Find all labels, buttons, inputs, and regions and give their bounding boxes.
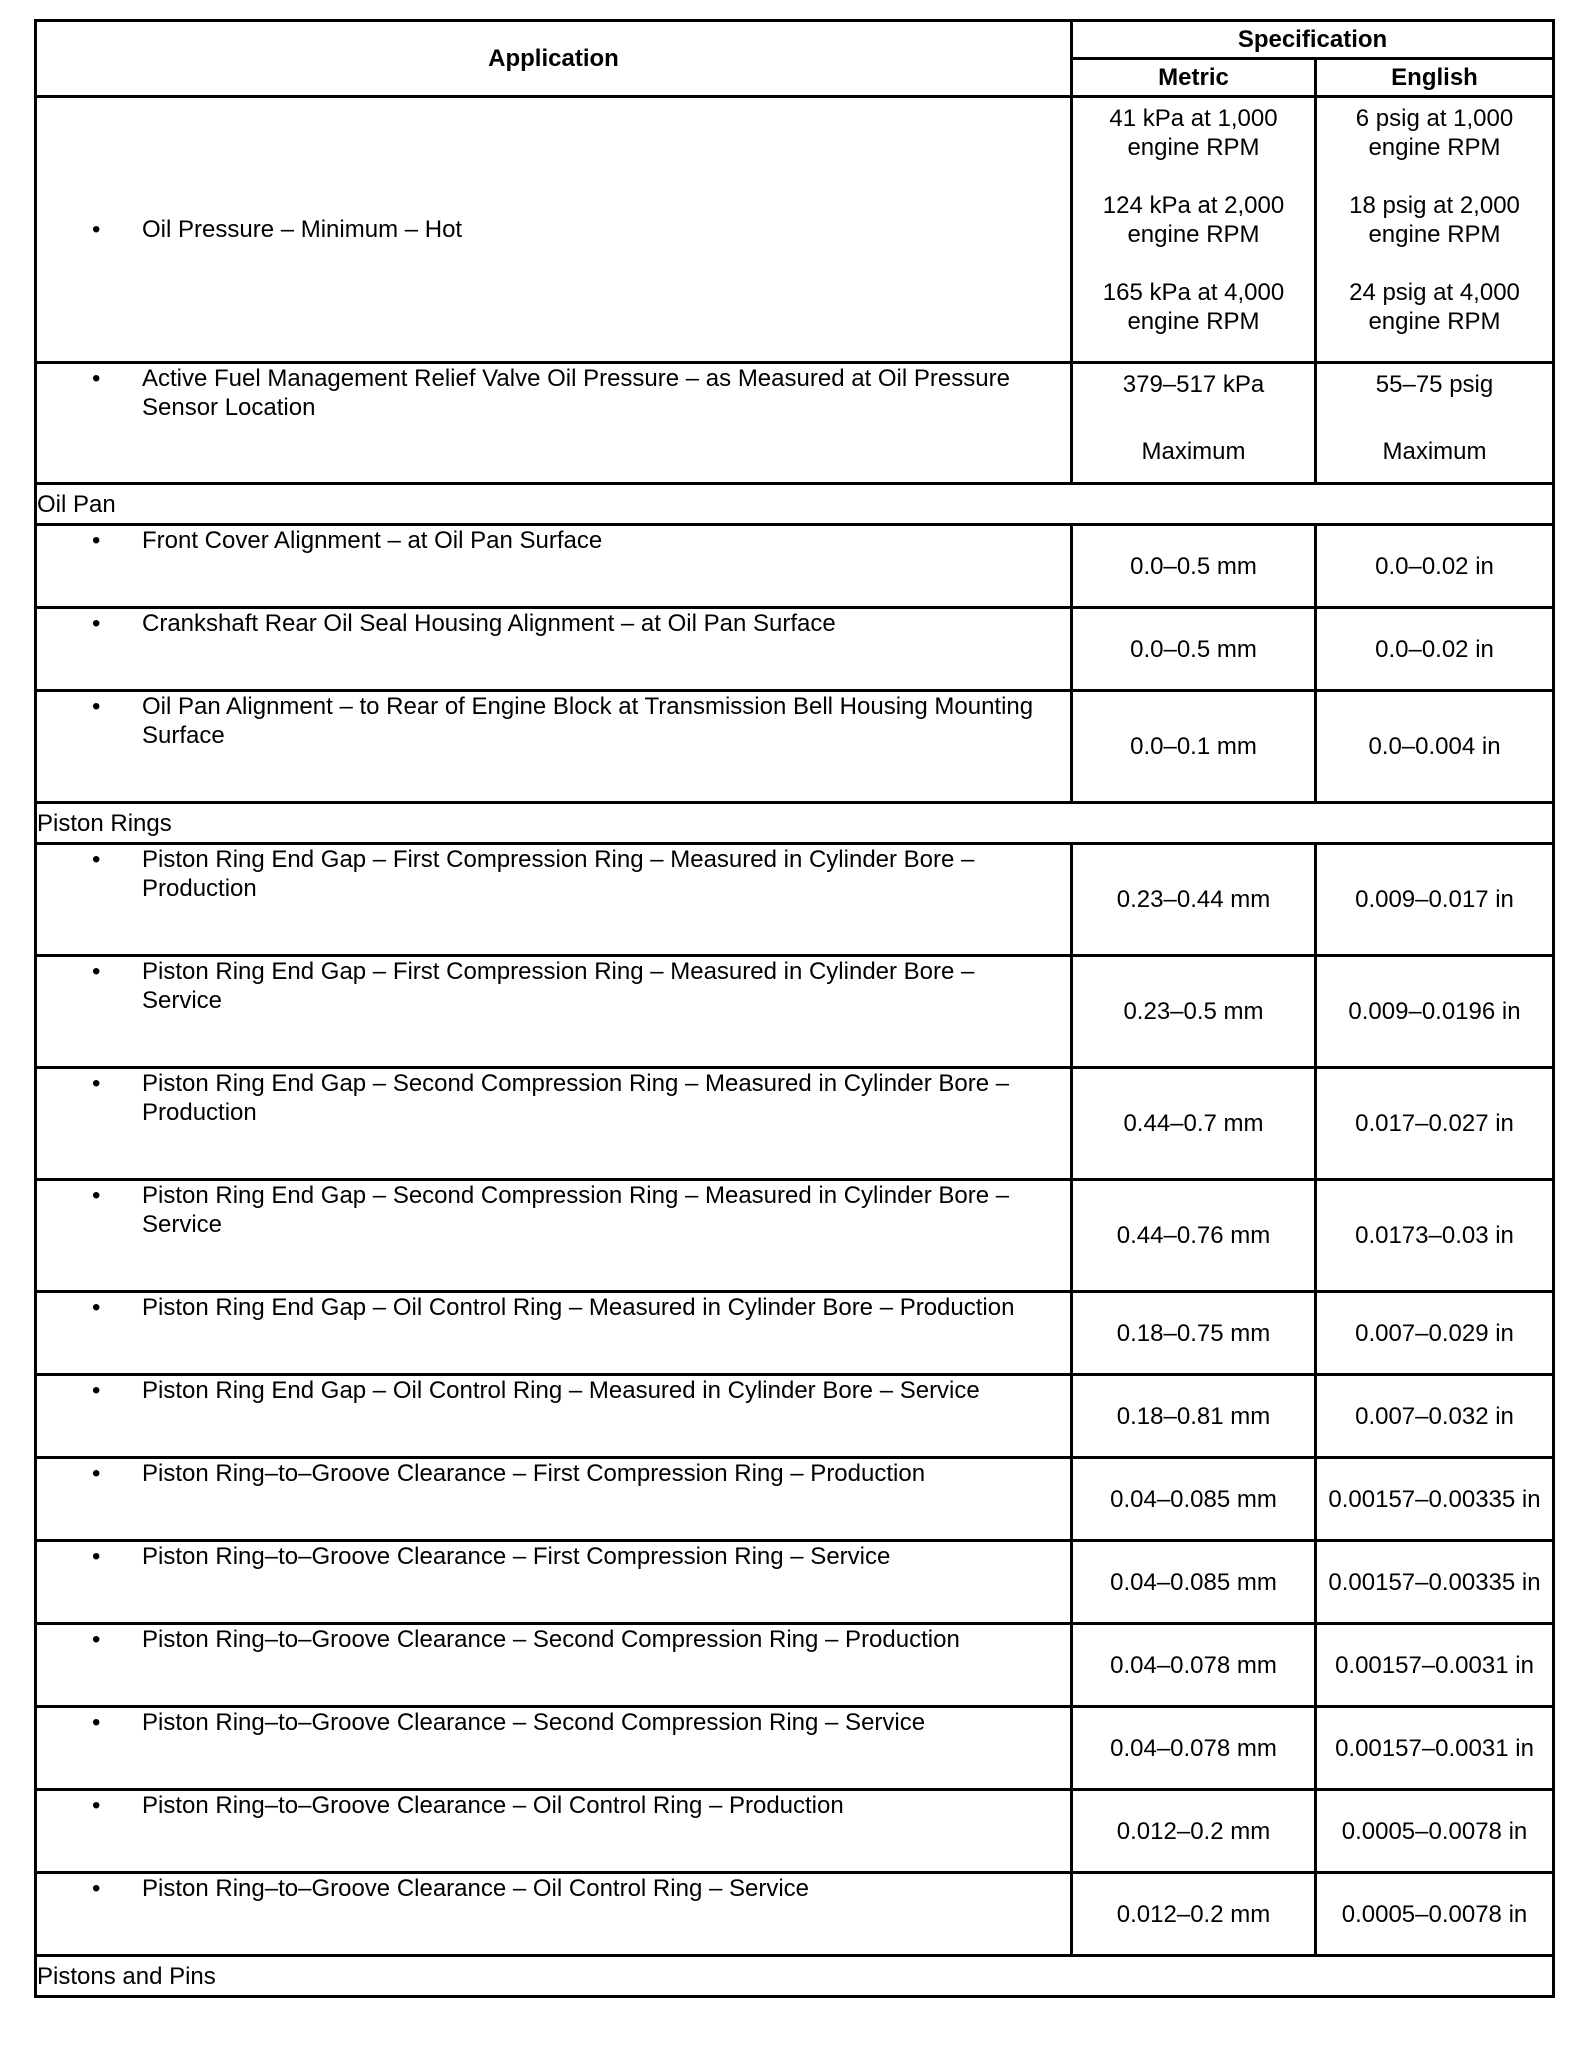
- application-text: Piston Ring–to–Groove Clearance – Oil Control Ring – Production: [142, 1792, 844, 1819]
- application-cell: [36, 97, 1072, 363]
- metric-value: engine RPM: [1127, 308, 1260, 335]
- table-row: [36, 1180, 1554, 1292]
- application-text: Active Fuel Management Relief Valve Oil Pressure – as Measured at Oil Pressure Sensor Location: [142, 365, 1010, 421]
- bullet-icon: •: [92, 1626, 101, 1653]
- bullet-icon: •: [92, 958, 101, 985]
- bullet-icon: •: [92, 1182, 101, 1209]
- metric-value: 0.44–0.76 mm: [1072, 1180, 1316, 1292]
- table-row: [36, 97, 1554, 363]
- application-text: Piston Ring–to–Groove Clearance – Second Compression Ring – Service: [142, 1709, 926, 1736]
- application-text: Piston Ring End Gap – Oil Control Ring – Measured in Cylinder Bore – Service: [142, 1377, 980, 1404]
- english-cell: [1316, 363, 1554, 484]
- bullet-icon: •: [92, 1070, 101, 1097]
- english-value: 24 psig at 4,000: [1349, 279, 1520, 306]
- english-value: 6 psig at 1,000: [1355, 105, 1514, 132]
- metric-value: 379–517 kPa: [1122, 371, 1265, 398]
- table-row: [36, 1873, 1554, 1956]
- english-value: 18 psig at 2,000: [1349, 192, 1520, 219]
- bullet-icon: •: [92, 1543, 101, 1570]
- metric-value: 0.04–0.078 mm: [1072, 1707, 1316, 1790]
- metric-value: 0.18–0.75 mm: [1072, 1292, 1316, 1375]
- bullet-icon: •: [92, 846, 101, 873]
- application-text: Crankshaft Rear Oil Seal Housing Alignment – at Oil Pan Surface: [142, 610, 836, 637]
- header-metric: Metric: [1072, 59, 1316, 97]
- metric-value: 165 kPa at 4,000: [1102, 279, 1285, 306]
- table-row: [36, 363, 1554, 484]
- metric-value: 0.0–0.1 mm: [1072, 691, 1316, 803]
- table-row: [36, 608, 1554, 691]
- application-text: Piston Ring End Gap – Second Compression Ring – Measured in Cylinder Bore – Service: [142, 1182, 1010, 1238]
- english-value: 0.0005–0.0078 in: [1316, 1873, 1554, 1956]
- application-text: Piston Ring End Gap – First Compression Ring – Measured in Cylinder Bore – Service: [142, 958, 975, 1014]
- metric-value: 41 kPa at 1,000: [1109, 105, 1278, 132]
- specification-table: [34, 19, 1555, 1998]
- metric-value: 0.04–0.085 mm: [1072, 1541, 1316, 1624]
- metric-value: engine RPM: [1127, 134, 1260, 161]
- metric-value: 0.23–0.44 mm: [1072, 844, 1316, 956]
- application-cell: [36, 1458, 1072, 1541]
- bullet-icon: •: [92, 1709, 101, 1736]
- spec-document: [34, 19, 1552, 1998]
- application-cell: [36, 1873, 1072, 1956]
- application-cell: [36, 844, 1072, 956]
- application-text: Piston Ring End Gap – First Compression Ring – Measured in Cylinder Bore – Production: [142, 846, 975, 902]
- metric-value: 0.04–0.078 mm: [1072, 1624, 1316, 1707]
- english-value: 0.00157–0.0031 in: [1316, 1624, 1554, 1707]
- application-cell: [36, 956, 1072, 1068]
- table-row: [36, 691, 1554, 803]
- english-value: engine RPM: [1368, 308, 1501, 335]
- bullet-icon: •: [92, 693, 101, 720]
- application-cell: [36, 1375, 1072, 1458]
- application-text: Oil Pan Alignment – to Rear of Engine Block at Transmission Bell Housing Mounting Surface: [142, 693, 1034, 749]
- application-text: Piston Ring End Gap – Oil Control Ring – Measured in Cylinder Bore – Production: [142, 1294, 1015, 1321]
- metric-value: 0.04–0.085 mm: [1072, 1458, 1316, 1541]
- english-cell: [1316, 97, 1554, 363]
- metric-value: 0.44–0.7 mm: [1072, 1068, 1316, 1180]
- application-text: Oil Pressure – Minimum – Hot: [142, 216, 463, 243]
- application-cell: [36, 1624, 1072, 1707]
- section-row: [36, 803, 1554, 844]
- table-row: [36, 1068, 1554, 1180]
- english-note: Maximum: [1382, 438, 1487, 465]
- metric-cell: [1072, 363, 1316, 484]
- metric-value: 0.0–0.5 mm: [1072, 525, 1316, 608]
- application-text: Piston Ring–to–Groove Clearance – First Compression Ring – Service: [142, 1543, 891, 1570]
- section-heading-oil-pan: Oil Pan: [36, 484, 1554, 525]
- bullet-icon: •: [92, 216, 101, 243]
- metric-note: Maximum: [1141, 438, 1246, 465]
- application-cell: [36, 1541, 1072, 1624]
- english-value: 0.00157–0.00335 in: [1316, 1458, 1554, 1541]
- application-text: Piston Ring–to–Groove Clearance – Oil Control Ring – Service: [142, 1875, 809, 1902]
- english-value: 0.00157–0.00335 in: [1316, 1541, 1554, 1624]
- english-value: engine RPM: [1368, 134, 1501, 161]
- header-application: Application: [36, 21, 1072, 97]
- application-cell: [36, 691, 1072, 803]
- english-value: 0.007–0.029 in: [1316, 1292, 1554, 1375]
- table-row: [36, 1707, 1554, 1790]
- application-text: Front Cover Alignment – at Oil Pan Surface: [142, 527, 603, 554]
- bullet-icon: •: [92, 365, 101, 392]
- section-heading-piston-rings: Piston Rings: [36, 803, 1554, 844]
- table-row: [36, 1541, 1554, 1624]
- application-cell: [36, 1292, 1072, 1375]
- english-value: 0.017–0.027 in: [1316, 1068, 1554, 1180]
- header-specification: Specification: [1072, 21, 1554, 59]
- section-row: [36, 1956, 1554, 1997]
- english-value: 55–75 psig: [1375, 371, 1494, 398]
- bullet-icon: •: [92, 527, 101, 554]
- bullet-icon: •: [92, 1460, 101, 1487]
- bullet-icon: •: [92, 1875, 101, 1902]
- metric-value: 124 kPa at 2,000: [1102, 192, 1285, 219]
- application-cell: [36, 363, 1072, 484]
- application-cell: [36, 1068, 1072, 1180]
- english-value: 0.0005–0.0078 in: [1316, 1790, 1554, 1873]
- table-row: [36, 1790, 1554, 1873]
- metric-value: 0.18–0.81 mm: [1072, 1375, 1316, 1458]
- application-text: Piston Ring End Gap – Second Compression Ring – Measured in Cylinder Bore – Production: [142, 1070, 1010, 1126]
- bullet-icon: •: [92, 1792, 101, 1819]
- english-value: 0.0–0.02 in: [1316, 608, 1554, 691]
- metric-value: engine RPM: [1127, 221, 1260, 248]
- bullet-icon: •: [92, 610, 101, 637]
- metric-value: 0.012–0.2 mm: [1072, 1873, 1316, 1956]
- english-value: 0.0173–0.03 in: [1316, 1180, 1554, 1292]
- english-value: 0.0–0.004 in: [1316, 691, 1554, 803]
- english-value: engine RPM: [1368, 221, 1501, 248]
- application-cell: [36, 1707, 1072, 1790]
- section-row: [36, 484, 1554, 525]
- table-row: [36, 1375, 1554, 1458]
- application-text: Piston Ring–to–Groove Clearance – Second Compression Ring – Production: [142, 1626, 960, 1653]
- table-row: [36, 844, 1554, 956]
- metric-value: 0.0–0.5 mm: [1072, 608, 1316, 691]
- metric-cell: [1072, 97, 1316, 363]
- application-cell: [36, 1790, 1072, 1873]
- table-row: [36, 956, 1554, 1068]
- english-value: 0.009–0.017 in: [1316, 844, 1554, 956]
- english-value: 0.007–0.032 in: [1316, 1375, 1554, 1458]
- application-text: Piston Ring–to–Groove Clearance – First Compression Ring – Production: [142, 1460, 926, 1487]
- bullet-icon: •: [92, 1377, 101, 1404]
- header-english: English: [1316, 59, 1554, 97]
- english-value: 0.00157–0.0031 in: [1316, 1707, 1554, 1790]
- section-heading-pistons-and-pins: Pistons and Pins: [36, 1956, 1554, 1997]
- application-cell: [36, 608, 1072, 691]
- application-cell: [36, 1180, 1072, 1292]
- table-row: [36, 525, 1554, 608]
- english-value: 0.009–0.0196 in: [1316, 956, 1554, 1068]
- table-row: [36, 1624, 1554, 1707]
- bullet-icon: •: [92, 1294, 101, 1321]
- english-value: 0.0–0.02 in: [1316, 525, 1554, 608]
- table-row: [36, 1292, 1554, 1375]
- metric-value: 0.012–0.2 mm: [1072, 1790, 1316, 1873]
- metric-value: 0.23–0.5 mm: [1072, 956, 1316, 1068]
- table-row: [36, 1458, 1554, 1541]
- application-cell: [36, 525, 1072, 608]
